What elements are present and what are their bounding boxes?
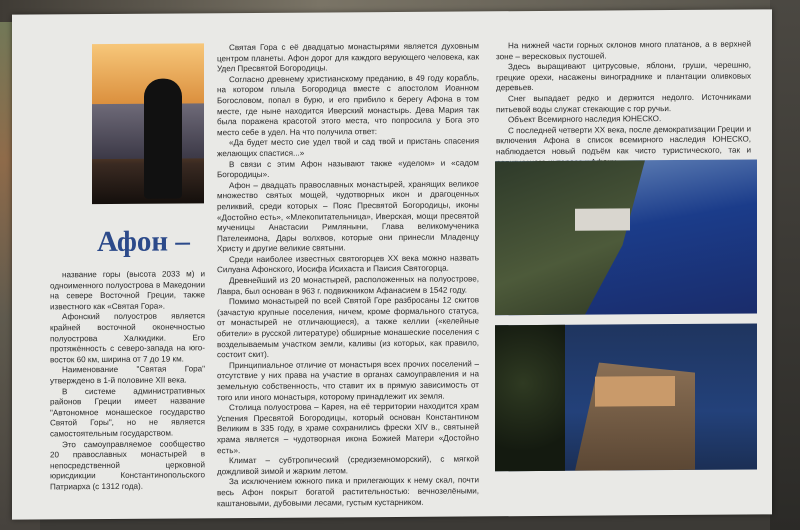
paragraph: На нижней части горных склонов много платанов, а в верхней зоне – вересковых пустошей. xyxy=(496,39,751,61)
paragraph: Это самоуправляемое сообщество 20 православных монастырей в непосредственной церковной юрисдикции Константинопольского Патриарха (с 1312 года). xyxy=(50,438,205,492)
paragraph: Принципиальное отличие от монастыря всех прочих поселений – отсутствие у них права на участие в органах самоуправления и на земельную собственность, что ставит их в прямую зависимость от того или иного монастыря, которому принадлежит их земля. xyxy=(217,359,479,402)
monastery-coast-photo xyxy=(495,159,757,315)
poster-title: Афон – xyxy=(97,225,190,259)
paragraph: Среди наиболее известных святогорцев XX века можно назвать Силуана Афонского, Иосифа Исихаста и Паисия Святогорца. xyxy=(217,253,479,275)
info-poster xyxy=(12,9,772,519)
text-column-2 xyxy=(217,41,479,509)
paragraph: Согласно древнему христианскому преданию, в 49 году корабль, на котором плыла Богородица вместе с апостолом Иоанном Богословом, попал в бурю, и его прибило к берегу Афона в том месте, где ныне находится Иверский монастырь. Дева Мария так была поражена красотой этого места, что попросила у Бога это место себе в удел. На что получила ответ: xyxy=(217,73,479,137)
cliff-monastery-photo xyxy=(495,323,757,471)
paragraph: Афонский полуостров является крайней восточной оконечностью полуострова Халкидики. Его протяжённость с северо-запада на юго-восток 60 км, ширина от 7 до 19 км. xyxy=(50,311,205,365)
paragraph: В связи с этим Афон называют также «уделом» и «садом Богородицы». xyxy=(217,157,479,180)
paragraph: Афон – двадцать православных монастырей, хранящих великое множество святых мощей, чудотворных икон и драгоценных реликвий, среди которых – Пояс Пресвятой Богородицы, иконы «Достойно есть», «Млекопитательница», Иверская, мощи пресвятой мученицы Анастасии Римляныни, Глава великомученика Пателеимона, Дары волхвов, которые они принесли Младенцу Христу и другие великие святыни. xyxy=(217,179,479,254)
paragraph: Помимо монастырей по всей Святой Горе разбросаны 12 скитов (зачастую крупные поселения, ничем, кроме формального статуса, от монастырей не отличающиеся), а также келлии («келейные обители» в русской литературе) обширные монашеские поселения с возделываемым участком земли, каливы (из которых, как правило, состоит скит). xyxy=(217,295,479,360)
paragraph: Древнейший из 20 монастырей, расположенных на полуострове, Лавра, был основан в 963 г. подвижником Афанасием в 1542 году. xyxy=(217,274,479,296)
paragraph: Климат – субтропический (средиземноморский), с мягкой дождливой зимой и жарким летом. xyxy=(217,454,479,476)
paragraph: Здесь выращивают цитрусовые, яблони, груши, черешню, грецкие орехи, насажены винограднике и плантации оливковых деревьев. xyxy=(496,60,751,93)
paragraph: «Да будет место сие удел твой и сад твой и пристань спасения желающих спастися...» xyxy=(217,136,479,159)
paragraph: Снег выпадает редко и держится недолго. Источниками питьевой воды служат стекающие с гор ручьи. xyxy=(496,92,751,114)
paragraph: Наименование "Святая Гора" утверждено в 1-й половине XII века. xyxy=(50,364,205,386)
paragraph: Столица полуострова – Карея, на её территории находится храм Успения Пресвятой Богородицы, который основан Константином Великим в 335 году, в храме сохранились фрески XIV в., святыней храма является – чудотворная икона Божией Матери «Достойно есть». xyxy=(217,401,479,455)
paragraph: Объект Всемирного наследия ЮНЕСКО. xyxy=(508,114,662,125)
paragraph: название горы (высота 2033 м) и одноименного полуострова в Македонии на севере Восточной Греции, также известного как «Святая Гора». xyxy=(50,269,205,312)
paragraph: С последней четверти XX века, после демократизации Греции и включения Афона в список всемирного наследия ЮНЕСКО, наблюдается новый подъём как чисто туристического, так и xyxy=(496,124,751,157)
background-right xyxy=(770,0,800,530)
paragraph: В системе административных районов Греции имеет название "Автономное монашеское государство Святой Горы", но не является самостоятельным государством. xyxy=(50,385,205,439)
paragraph: Святая Гора с её двадцатью монастырями является духовным центром планеты. Афон дорог для каждого верующего человека, как Удел Пресвятой Богородицы. xyxy=(217,41,479,74)
paragraph: За исключением южного пика и прилегающих к нему скал, почти весь Афон покрыт богатой растительностью: вечнозелёными, каштановыми, дубовыми лесами, густым кустарником. xyxy=(217,475,479,508)
text-column-3 xyxy=(496,39,751,168)
monk-at-sunset-photo xyxy=(92,43,204,204)
text-column-1 xyxy=(50,269,205,493)
